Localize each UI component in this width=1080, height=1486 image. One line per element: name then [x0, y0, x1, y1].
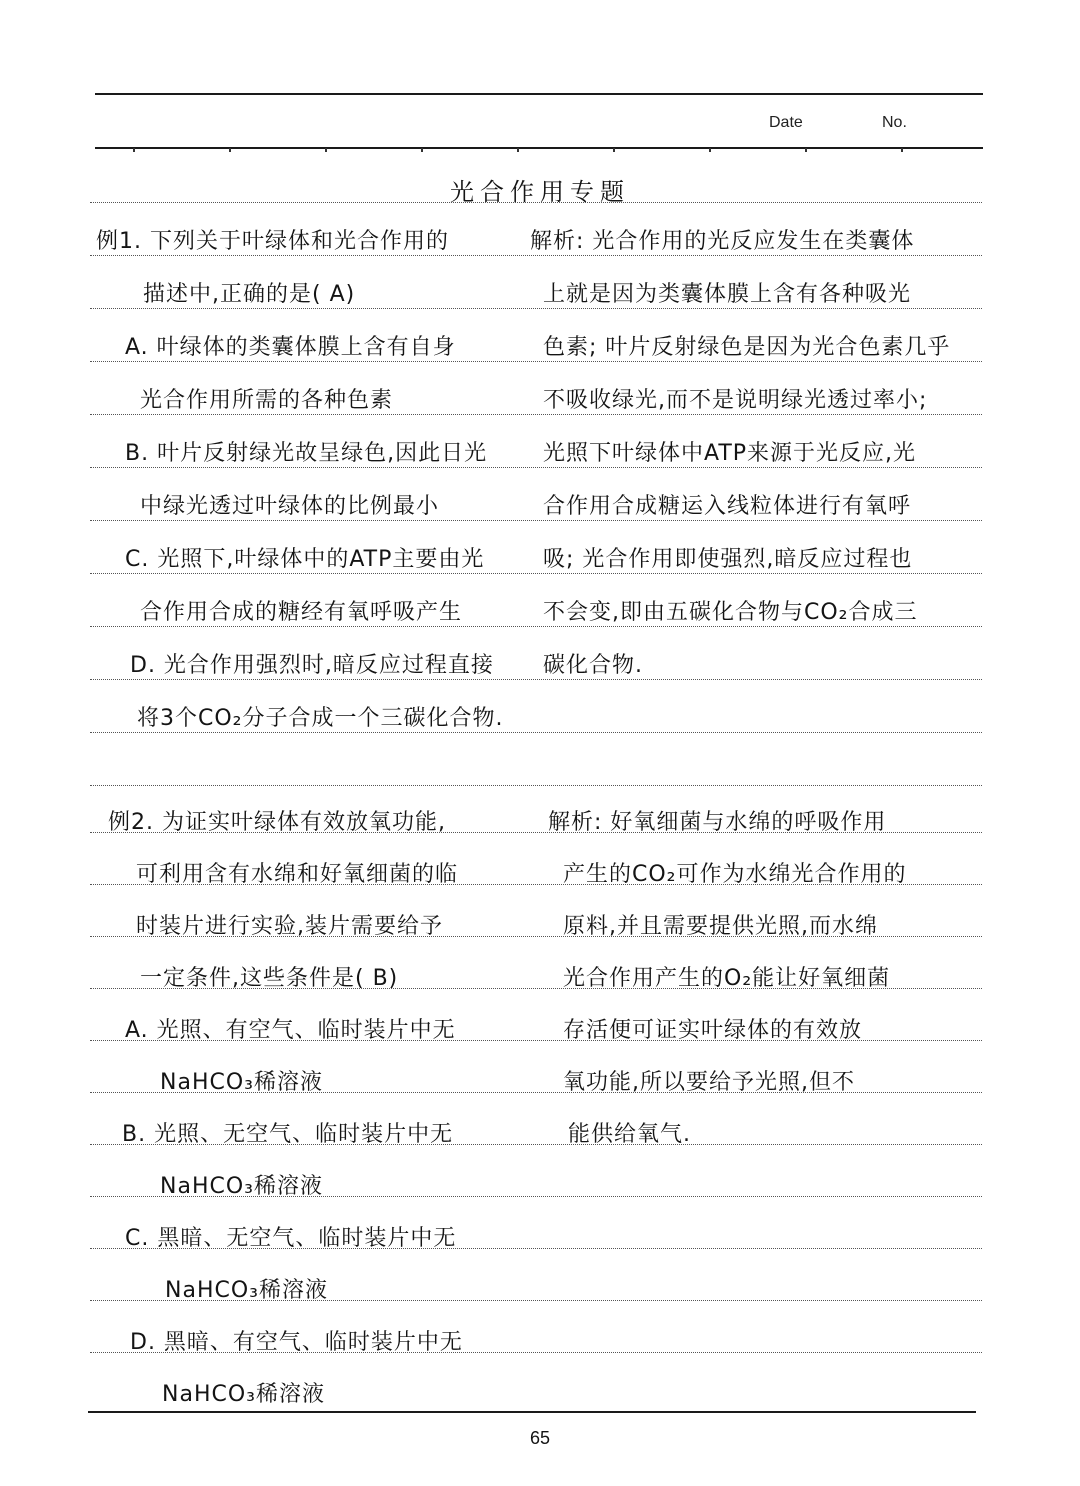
- ex1-analysis-line: 不吸收绿光,而不是说明绿光透过率小;: [543, 388, 928, 413]
- ex2-left-line: NaHCO₃稀溶液: [165, 1278, 328, 1303]
- ruled-line: [90, 520, 982, 521]
- ex2-analysis-line: 产生的CO₂可作为水绵光合作用的: [563, 862, 907, 887]
- page-title: 光合作用专题: [450, 178, 630, 206]
- ex1-analysis-line: 解析: 光合作用的光反应发生在类囊体: [530, 229, 915, 254]
- ruled-line: [90, 202, 982, 203]
- ex1-analysis-line: 碳化合物.: [543, 653, 643, 678]
- ex2-left-line: NaHCO₃稀溶液: [160, 1070, 323, 1095]
- ex1-analysis-line: 吸; 光合作用即使强烈,暗反应过程也: [543, 547, 913, 572]
- ex1-left-line: C. 光照下,叶绿体中的ATP主要由光: [125, 547, 485, 572]
- ruled-line: [90, 573, 982, 574]
- ex2-analysis-line: 氧功能,所以要给予光照,但不: [563, 1070, 855, 1095]
- ex2-analysis-line: 光合作用产生的O₂能让好氧细菌: [563, 966, 891, 991]
- ex1-left-line: 描述中,正确的是( A): [143, 282, 356, 307]
- ex2-left-line: 可利用含有水绵和好氧细菌的临: [136, 862, 459, 887]
- ex1-analysis-line: 色素; 叶片反射绿色是因为光合色素几乎: [543, 335, 951, 360]
- ex2-analysis-line: 解析: 好氧细菌与水绵的呼吸作用: [548, 810, 887, 835]
- ex1-analysis-line: 上就是因为类囊体膜上含有各种吸光: [543, 282, 912, 307]
- ex1-left-line: A. 叶绿体的类囊体膜上含有自身: [125, 335, 456, 360]
- ex2-left-line: C. 黑暗、无空气、临时装片中无: [125, 1226, 457, 1251]
- ruled-line: [90, 414, 982, 415]
- ruled-line: [90, 361, 982, 362]
- ruled-line: [90, 255, 982, 256]
- date-label: Date: [769, 114, 803, 131]
- top-rule: [95, 93, 983, 95]
- ex2-analysis-line: 能供给氧气.: [568, 1122, 691, 1147]
- header-ticks: [95, 148, 983, 152]
- ruled-line: [90, 679, 982, 680]
- ex1-left-line: 例1. 下列关于叶绿体和光合作用的: [96, 229, 449, 254]
- ex1-analysis-line: 光照下叶绿体中ATP来源于光反应,光: [543, 441, 917, 466]
- ex2-left-line: 时装片进行实验,装片需要给予: [136, 914, 443, 939]
- ex2-left-line: 例2. 为证实叶绿体有效放氧功能,: [108, 810, 446, 835]
- ruled-line: [90, 626, 982, 627]
- ex1-left-line: B. 叶片反射绿光故呈绿色,因此日光: [125, 441, 488, 466]
- ex1-left-line: 将3个CO₂分子合成一个三碳化合物.: [137, 706, 504, 731]
- ex2-analysis-line: 存活便可证实叶绿体的有效放: [563, 1018, 863, 1043]
- ex2-left-line: 一定条件,这些条件是( B): [140, 966, 399, 991]
- ex2-analysis-line: 原料,并且需要提供光照,而水绵: [563, 914, 878, 939]
- ex1-analysis-line: 合作用合成糖运入线粒体进行有氧呼: [543, 494, 912, 519]
- ex1-left-line: 合作用合成的糖经有氧呼吸产生: [140, 600, 463, 625]
- ex2-left-line: A. 光照、有空气、临时装片中无: [125, 1018, 456, 1043]
- ex2-left-line: D. 黑暗、有空气、临时装片中无: [130, 1330, 463, 1355]
- ex1-left-line: 中绿光透过叶绿体的比例最小: [140, 494, 440, 519]
- ex2-left-line: NaHCO₃稀溶液: [162, 1382, 325, 1407]
- page-number: 65: [529, 1428, 551, 1448]
- ruled-line: [90, 467, 982, 468]
- ex2-left-line: NaHCO₃稀溶液: [160, 1174, 323, 1199]
- ruled-line: [90, 785, 982, 786]
- ruled-line: [90, 732, 982, 733]
- ruled-line: [90, 308, 982, 309]
- number-label: No.: [882, 114, 907, 131]
- ex2-left-line: B. 光照、无空气、临时装片中无: [122, 1122, 454, 1147]
- bottom-rule: [88, 1411, 976, 1413]
- ex1-left-line: D. 光合作用强烈时,暗反应过程直接: [130, 653, 494, 678]
- ex1-analysis-line: 不会变,即由五碳化合物与CO₂合成三: [543, 600, 918, 625]
- ex1-left-line: 光合作用所需的各种色素: [140, 388, 394, 413]
